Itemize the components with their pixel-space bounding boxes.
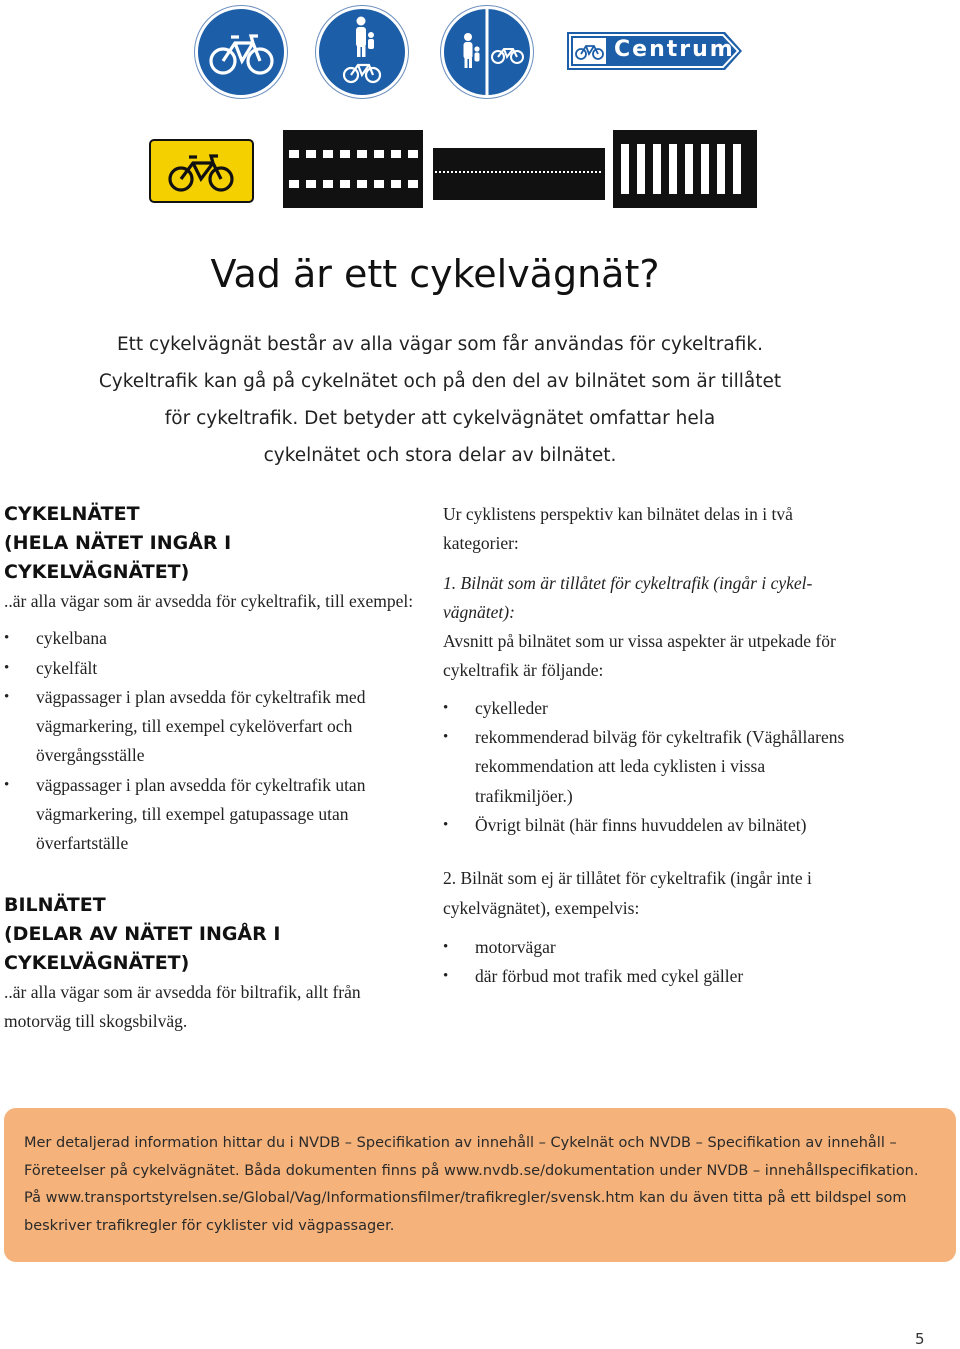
bilnatet-heading: [4, 891, 419, 978]
heading-line: BILNÄTET: [4, 893, 106, 916]
segregated-pedestrian-bicycle-icon: [444, 9, 530, 95]
bicycle-icon: [198, 9, 284, 95]
category-1-text: Avsnitt på bilnätet som ur vissa aspekter är utpekade för cykeltrafik är följande:: [443, 631, 836, 681]
list-item: • cykelleder: [443, 694, 863, 723]
centrum-sign-label: Centrum: [614, 37, 735, 62]
cykelnatet-heading: [4, 500, 419, 587]
intro-text: [60, 326, 820, 474]
intro-line: för cykeltrafik. Det betyder att cykelvägnätet omfattar hela: [164, 408, 716, 429]
heading-line: CYKELNÄTET: [4, 503, 140, 525]
list-item: • där förbud mot trafik med cykel gäller: [443, 962, 953, 991]
info-line: På www.transportstyrelsen.se/Global/Vag/Informationsfilmer/trafikregler/svensk.htm kan du även titta på ett bildspel som: [24, 1190, 907, 1206]
cycle-crossing-marking: [283, 130, 423, 208]
list-item: • vägpassager i plan avsedda för cykeltrafik utan vägmarkering, till exempel gatupassage utan överfartställe: [4, 771, 419, 859]
category-1-list: [443, 694, 863, 840]
list-item: • cykelbana: [4, 624, 419, 653]
pedestrian-bicycle-icon: [319, 9, 405, 95]
info-line: beskriver trafikregler för cyklister vid vägpassager.: [24, 1217, 395, 1234]
heading-line: (DELAR AV NÄTET INGÅR I CYKELVÄGNÄTET): [4, 922, 281, 974]
bicycle-icon: [151, 141, 252, 201]
right-column: [443, 500, 953, 991]
list-item: • rekommenderad bilväg för cykeltrafik (Väghållarens rekommendation att leda cyklisten i vissa trafikmiljöer.): [443, 723, 863, 811]
page-title: Vad är ett cykelvägnät?: [210, 252, 660, 296]
categories-intro: Ur cyklistens perspektiv kan bilnätet delas in i två kategorier:: [443, 504, 793, 554]
intro-line: Cykeltrafik kan gå på cykelnätet och på den del av bilnätet som är tillåtet: [98, 371, 782, 392]
list-item: • vägpassager i plan avsedda för cykeltrafik med vägmarkering, till exempel cykelöverfart och övergångsställe: [4, 683, 419, 771]
segregated-path-sign: [441, 6, 533, 98]
category-2-list: [443, 933, 953, 992]
list-item: • cykelfält: [4, 654, 419, 683]
info-box: [4, 1108, 956, 1262]
category-2-title: 2. Bilnät som ej är tillåtet för cykeltrafik (ingår inte i cykelvägnätet), exempelvis:: [443, 868, 812, 918]
intro-line: Ett cykelvägnät består av alla vägar som får användas för cykeltrafik.: [116, 334, 763, 355]
centrum-direction-sign: [567, 32, 742, 70]
left-column: [4, 500, 419, 1036]
zebra-crossing-marking: [613, 130, 757, 208]
intro-line: cykelnätet och stora delar av bilnätet.: [263, 445, 617, 466]
pedestrian-and-cycle-path-sign: [316, 6, 408, 98]
page-number: 5: [915, 1330, 925, 1348]
info-line: Företeelser på cykelvägnätet. Båda dokumenten finns på www.nvdb.se/dokumentation under NVDB – innehållspecifikation.: [24, 1162, 919, 1179]
cycle-path-sign: [195, 6, 287, 98]
cykelnatet-list: [4, 624, 419, 858]
category-1-title: 1. Bilnät som är tillåtet för cykeltrafik (ingår i cykel-vägnätet):: [443, 572, 813, 622]
list-item: • motorvägar: [443, 933, 953, 962]
bilnatet-text: ..är alla vägar som är avsedda för biltrafik, allt från motorväg till skogsbilväg.: [4, 981, 361, 1031]
cykelnatet-text: ..är alla vägar som är avsedda för cykeltrafik, till exempel:: [4, 591, 414, 611]
dotted-line-marking: [433, 148, 605, 200]
list-item: • Övrigt bilnät (här finns huvuddelen av bilnätet): [443, 811, 863, 840]
heading-line: (HELA NÄTET INGÅR I CYKELVÄGNÄTET): [4, 532, 232, 583]
yellow-cycle-sign: [149, 139, 254, 203]
info-line: Mer detaljerad information hittar du i NVDB – Specifikation av innehåll – Cykelnät och NVDB – Specifikation av innehåll –: [24, 1135, 897, 1151]
